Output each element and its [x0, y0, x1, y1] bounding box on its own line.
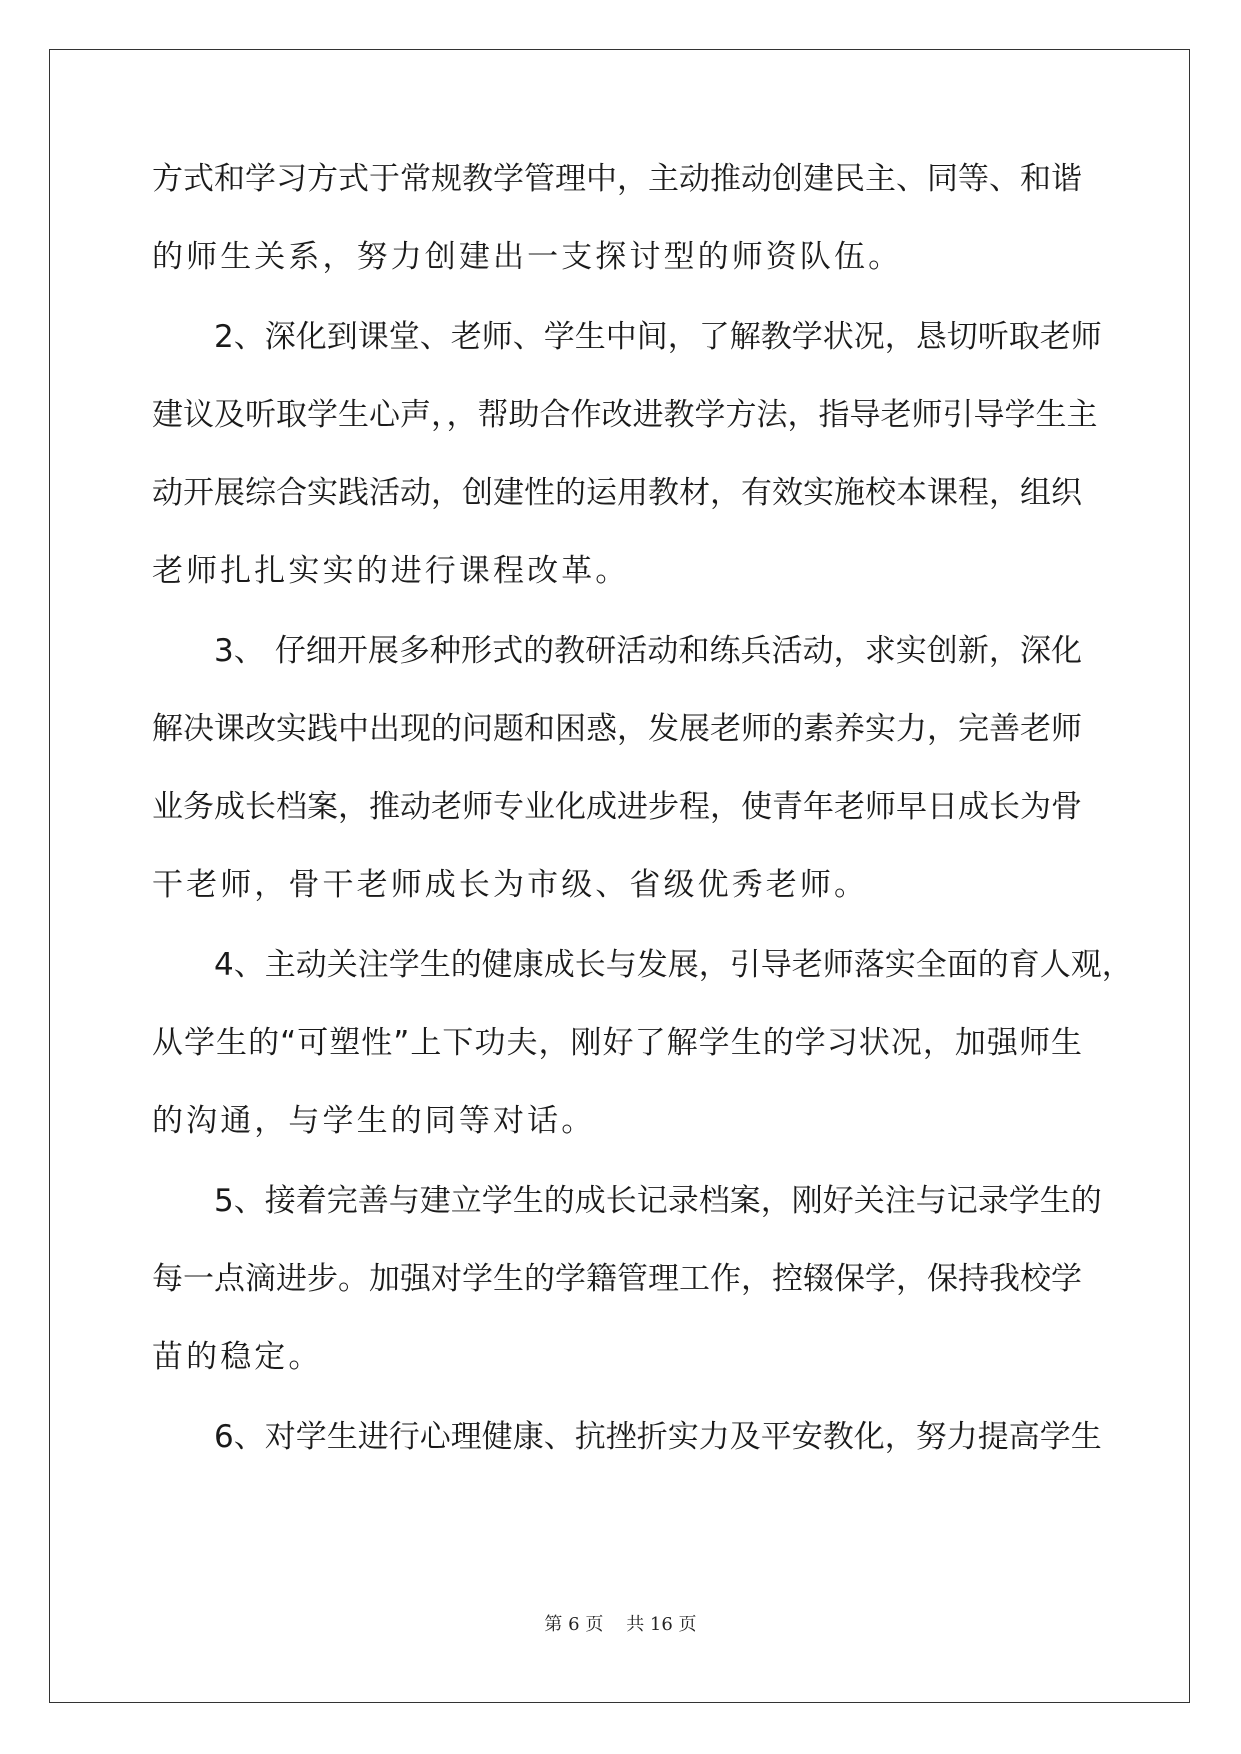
paragraph-2-line-2: 建议及听取学生心声，，帮助合作改进教学方法，指导老师引导学生主 [152, 397, 1098, 433]
paragraph-4-line-2: 从学生的“可塑性”上下功夫，刚好了解学生的学习状况，加强师生 [152, 1025, 1082, 1061]
paragraph-3-line-2: 解决课改实践中出现的问题和困惑，发展老师的素养实力，完善老师 [152, 711, 1082, 747]
page-number: 第 6 页 共 16 页 [544, 1614, 697, 1635]
paragraph-5-line-1: 5、接着完善与建立学生的成长记录档案，刚好关注与记录学生的 [214, 1183, 1102, 1219]
paragraph-4-line-3: 的沟通，与学生的同等对话。 [152, 1103, 596, 1139]
paragraph-3-line-1: 3、 仔细开展多种形式的教研活动和练兵活动，求实创新，深化 [214, 633, 1082, 669]
paragraph-4-line-1: 4、主动关注学生的健康成长与发展，引导老师落实全面的育人观， [214, 947, 1133, 983]
paragraph-1-line-1: 方式和学习方式于常规教学管理中，主动推动创建民主、同等、和谐 [152, 161, 1082, 197]
paragraph-5-line-3: 苗的稳定。 [152, 1339, 323, 1375]
paragraph-2-line-1: 2、深化到课堂、老师、学生中间，了解教学状况，恳切听取老师 [214, 319, 1102, 355]
paragraph-5-line-2: 每一点滴进步。加强对学生的学籍管理工作，控辍保学，保持我校学 [152, 1261, 1082, 1297]
paragraph-3-line-4: 干老师，骨干老师成长为市级、省级优秀老师。 [152, 867, 869, 903]
paragraph-2-line-4: 老师扎扎实实的进行课程改革。 [152, 553, 630, 589]
paragraph-3-line-3: 业务成长档案，推动老师专业化成进步程，使青年老师早日成长为骨 [152, 789, 1082, 825]
paragraph-1-line-2: 的师生关系，努力创建出一支探讨型的师资队伍。 [152, 239, 903, 275]
paragraph-6-line-1: 6、对学生进行心理健康、抗挫折实力及平安教化，努力提高学生 [214, 1419, 1102, 1455]
paragraph-2-line-3: 动开展综合实践活动，创建性的运用教材，有效实施校本课程，组织 [152, 475, 1082, 511]
